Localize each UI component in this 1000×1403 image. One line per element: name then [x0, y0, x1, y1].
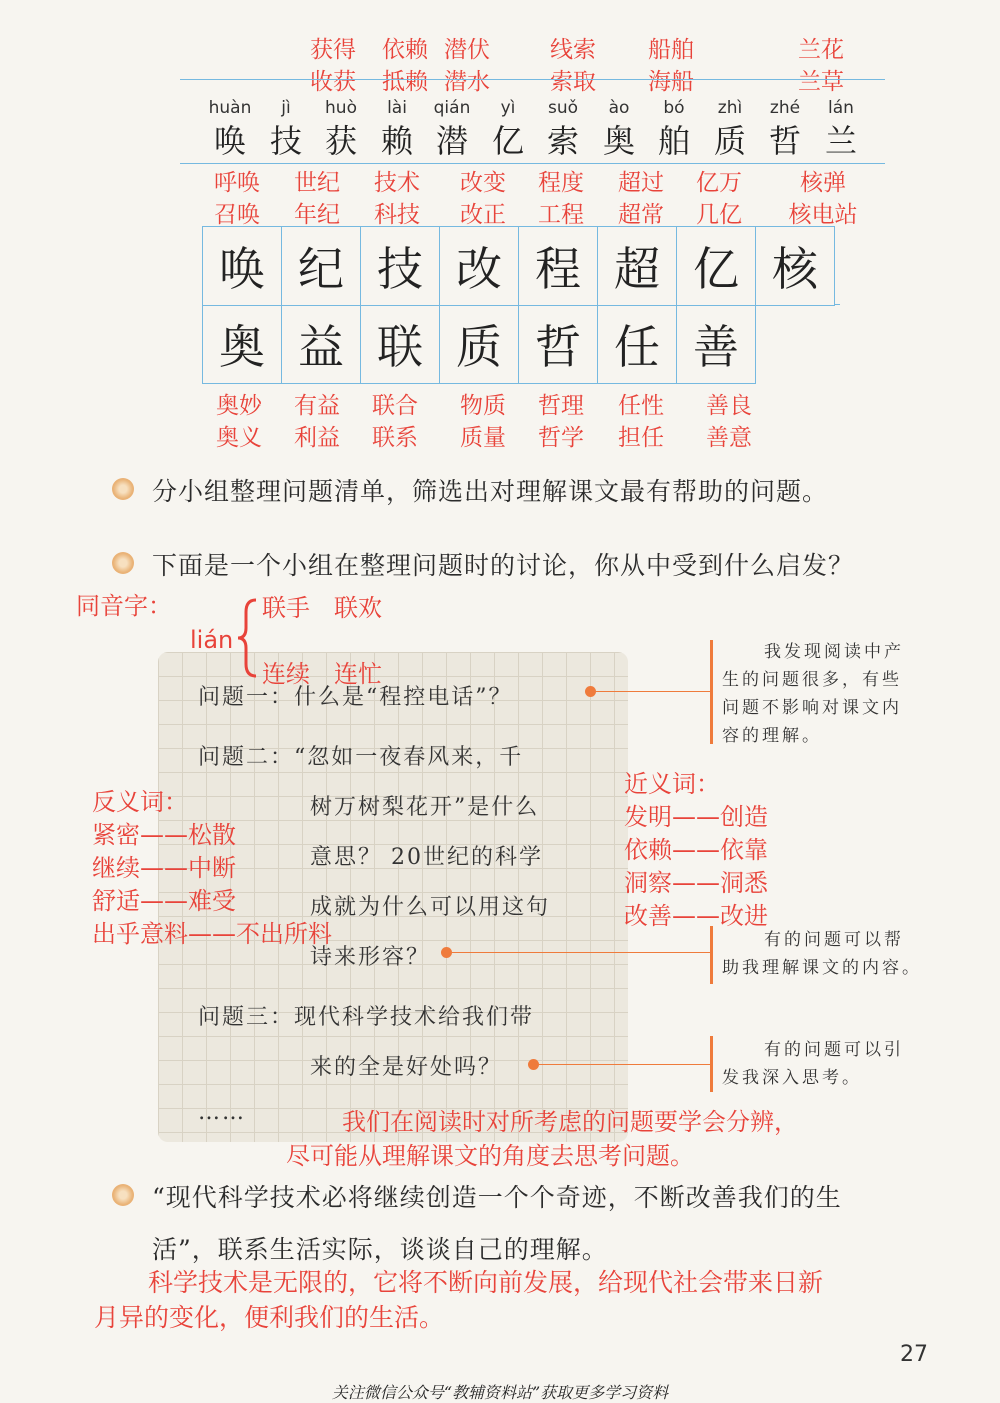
bullet-icon — [112, 552, 134, 574]
word-pair: 物质 质量 — [460, 393, 506, 451]
pinyin: qián — [433, 98, 471, 118]
grid-character: 任 — [598, 305, 677, 384]
bullet-icon — [112, 478, 134, 500]
question-2-line: 成就为什么可以用这句 — [310, 895, 551, 920]
homophones-row1: 联手 联欢 — [262, 594, 382, 622]
grid-character: 质 — [440, 305, 519, 384]
synonym-item: 发明——创造 — [624, 803, 768, 831]
note-bar — [710, 640, 713, 744]
synonym-item: 洞察——洞悉 — [624, 869, 768, 897]
answer-line: 月异的变化，便利我们的生活。 — [94, 1303, 445, 1332]
word-pair: 善良 善意 — [706, 393, 752, 451]
antonyms-label: 反义词： — [92, 788, 188, 816]
word-pair: 呼唤 召唤 — [214, 170, 260, 228]
connector-dot — [528, 1059, 539, 1070]
grid-character: 技 — [361, 227, 440, 306]
connector-line — [596, 691, 710, 692]
word-pair: 兰花 兰草 — [798, 37, 844, 95]
grid-character: 程 — [519, 227, 598, 306]
pinyin: suǒ — [547, 98, 579, 118]
connector-line — [452, 952, 710, 953]
pinyin: huàn — [208, 98, 252, 118]
connector-dot — [441, 947, 452, 958]
bullet-icon — [112, 1184, 134, 1206]
pinyin: jì — [281, 98, 291, 118]
question-2-line: 意思？ 20世纪的科学 — [310, 845, 543, 870]
synonyms-label: 近义词： — [624, 770, 720, 798]
antonym-item: 紧密——松散 — [92, 821, 236, 849]
homophones-row2: 连续 连忙 — [262, 660, 382, 688]
pinyin: ào — [608, 98, 630, 118]
grid-character: 唤 — [203, 227, 282, 306]
word-pair: 程度 工程 — [538, 170, 584, 228]
character: 质 — [713, 122, 746, 160]
grid-character: 超 — [598, 227, 677, 306]
character: 奥 — [602, 122, 635, 160]
character: 唤 — [213, 122, 246, 160]
question-1: 问题一：什么是“程控电话”？ — [198, 685, 513, 710]
word-pair: 依赖 抵赖 — [382, 37, 428, 95]
note-2: 有的问题可以帮 助我理解课文的内容。 — [722, 930, 922, 978]
homophones-label: 同音字： — [76, 592, 172, 620]
connector-line — [539, 1064, 710, 1065]
word-pair: 世纪 年纪 — [294, 170, 340, 228]
brace-icon — [236, 598, 260, 678]
synonym-item: 依赖——依靠 — [624, 836, 768, 864]
note-bar — [710, 1036, 713, 1092]
synonym-item: 改善——改进 — [624, 902, 768, 930]
task-3-line: “现代科学技术必将继续创造一个个奇迹，不断改善我们的生 — [152, 1183, 842, 1212]
character: 兰 — [824, 122, 857, 160]
pinyin: yì — [500, 98, 516, 118]
word-pair: 线索 索取 — [550, 37, 596, 95]
note-bar — [710, 926, 713, 984]
ellipsis: …… — [198, 1100, 246, 1125]
word-pair: 联合 联系 — [372, 393, 418, 451]
word-pair: 有益 利益 — [294, 393, 340, 451]
note-3: 有的问题可以引 发我深入思考。 — [722, 1040, 904, 1088]
footer-watermark: 关注微信公众号“教辅资料站”获取更多学习资料 — [331, 1383, 669, 1402]
word-pair: 潜伏 潜水 — [444, 37, 490, 95]
writing-grid-row1 — [202, 226, 835, 306]
writing-grid-row2 — [202, 305, 756, 384]
grid-character: 亿 — [677, 227, 756, 306]
pinyin: huò — [325, 98, 357, 118]
question-3-line: 问题三：现代科学技术给我们带 — [198, 1005, 535, 1030]
word-pair: 获得 收获 — [310, 37, 356, 95]
question-2-line: 问题二：“忽如一夜春风来，千 — [198, 745, 524, 770]
page-number: 27 — [900, 1342, 928, 1367]
character: 索 — [546, 122, 579, 160]
word-pair: 奥妙 奥义 — [216, 393, 262, 451]
divider-line — [180, 163, 885, 164]
answer-line: 科学技术是无限的，它将不断向前发展，给现代社会带来日新 — [148, 1268, 824, 1297]
note-1: 我发现阅读中产 生的问题很多，有些 问题不影响对课文内 容的理解。 — [722, 642, 904, 746]
word-pair: 任性 担任 — [618, 393, 664, 451]
question-2-line: 树万树梨花开”是什么 — [310, 795, 540, 820]
connector-dot — [585, 686, 596, 697]
character: 舶 — [657, 122, 690, 160]
pinyin: lán — [828, 98, 854, 118]
pinyin: zhé — [769, 98, 801, 118]
summary-line: 尽可能从理解课文的角度去思考问题。 — [286, 1142, 694, 1170]
character: 赖 — [380, 122, 413, 160]
question-2-line: 诗来形容？ — [310, 945, 431, 970]
word-pair: 哲理 哲学 — [538, 393, 584, 451]
pinyin: lài — [387, 98, 407, 118]
task-2: 下面是一个小组在整理问题时的讨论，你从中受到什么启发？ — [152, 551, 855, 580]
grid-character: 哲 — [519, 305, 598, 384]
character: 获 — [324, 122, 357, 160]
divider-line — [834, 304, 840, 305]
word-pair: 船舶 海船 — [648, 37, 694, 95]
character: 亿 — [491, 122, 524, 160]
word-pair: 超过 超常 — [618, 170, 664, 228]
pinyin: bó — [663, 98, 685, 118]
word-pair: 核弹 核电站 — [788, 170, 858, 228]
divider-line — [180, 79, 885, 80]
antonym-item: 出乎意料——不出所料 — [92, 920, 332, 948]
grid-character: 益 — [282, 305, 361, 384]
word-pair: 改变 改正 — [460, 170, 506, 228]
homophones-pinyin: lián — [190, 626, 234, 654]
character: 潜 — [435, 122, 468, 160]
word-pair: 技术 科技 — [374, 170, 420, 228]
pinyin: zhì — [717, 98, 743, 118]
grid-character: 纪 — [282, 227, 361, 306]
task-3-line: 活”，联系生活实际，谈谈自己的理解。 — [152, 1235, 608, 1264]
grid-character: 联 — [361, 305, 440, 384]
summary-line: 我们在阅读时对所考虑的问题要学会分辨， — [342, 1108, 798, 1136]
grid-character: 善 — [677, 305, 756, 384]
grid-character: 改 — [440, 227, 519, 306]
character: 哲 — [768, 122, 801, 160]
antonym-item: 继续——中断 — [92, 854, 236, 882]
question-3-line: 来的全是好处吗？ — [310, 1055, 503, 1080]
grid-character: 奥 — [203, 305, 282, 384]
grid-character: 核 — [756, 227, 835, 306]
antonym-item: 舒适——难受 — [92, 887, 236, 915]
character: 技 — [269, 122, 302, 160]
word-pair: 亿万 几亿 — [696, 170, 742, 228]
task-1: 分小组整理问题清单，筛选出对理解课文最有帮助的问题。 — [152, 477, 829, 506]
